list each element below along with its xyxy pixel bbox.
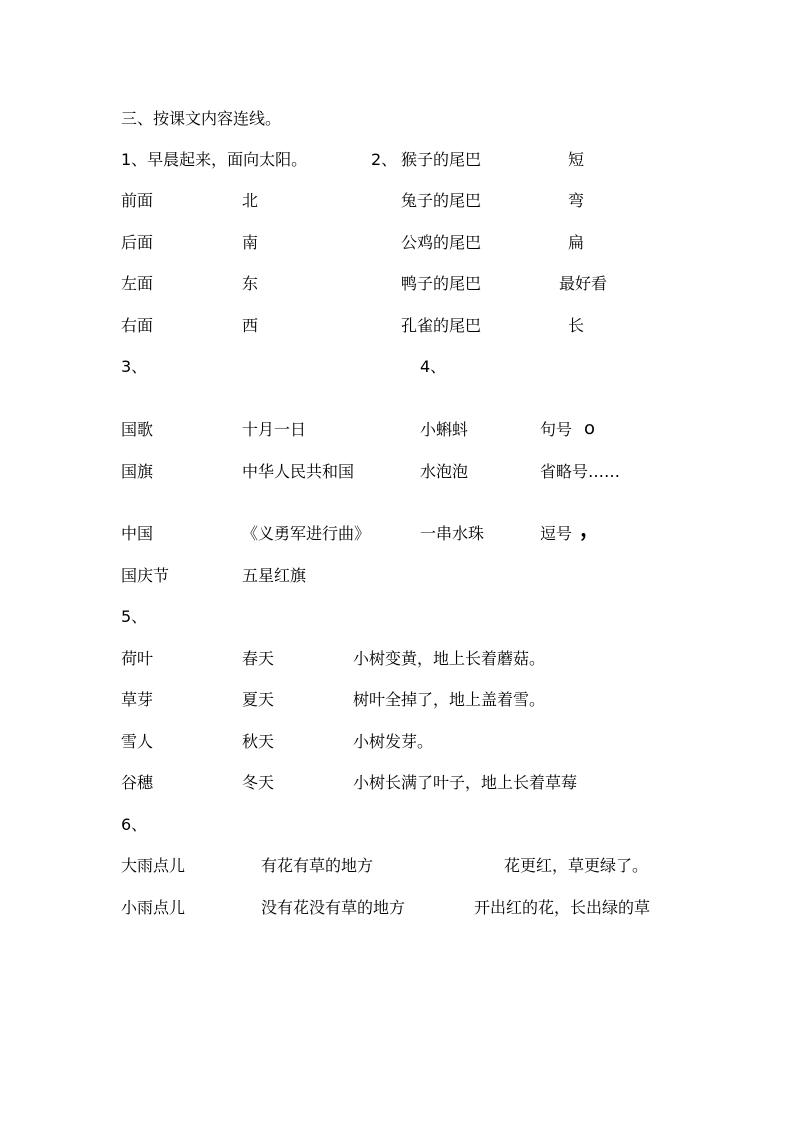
q6-label: 6、 (121, 815, 148, 834)
q2-animal: 猴子的尾巴 (401, 150, 482, 169)
q3-left-item: 中国 (121, 524, 154, 543)
q4-left-item: 小蝌蚪 (420, 420, 469, 439)
q1-left-item: 右面 (121, 316, 154, 335)
section-title: 三、按课文内容连线。 (121, 109, 282, 128)
q5-col2-item: 夏天 (242, 690, 275, 709)
q4-left-item: 一串水珠 (420, 524, 485, 543)
comma-mark: ， (580, 517, 603, 542)
q6-col1-item: 小雨点儿 (121, 898, 186, 917)
q4-right-item: 逗号 (540, 524, 573, 543)
q2-feature: 扁 (568, 233, 585, 252)
q4-left-item: 水泡泡 (420, 462, 469, 481)
q1-right-item: 东 (242, 274, 259, 293)
q6-col2-item: 没有花没有草的地方 (261, 898, 406, 917)
q6-col3-item: 花更红，草更绿了。 (504, 856, 649, 875)
q5-col3-item: 树叶全掉了，地上盖着雪。 (353, 690, 546, 709)
q3-left-item: 国旗 (121, 462, 154, 481)
q5-col1-item: 荷叶 (121, 649, 154, 668)
q4-label: 4、 (420, 357, 447, 376)
q2-animal: 兔子的尾巴 (401, 191, 482, 210)
q1-label: 1、早晨起来，面向太阳。 (121, 150, 308, 169)
q1-right-item: 南 (242, 233, 259, 252)
q6-col2-item: 有花有草的地方 (261, 856, 374, 875)
q2-feature: 弯 (568, 191, 585, 210)
q5-col2-item: 秋天 (242, 732, 275, 751)
q3-label: 3、 (121, 357, 148, 376)
period-mark: o (584, 418, 596, 439)
q6-col3-item: 开出红的花，长出绿的草 (474, 898, 651, 917)
q1-left-item: 后面 (121, 233, 154, 252)
q5-col2-item: 冬天 (242, 773, 275, 792)
q2-feature: 最好看 (559, 274, 608, 293)
q3-left-item: 国庆节 (121, 566, 170, 585)
q2-feature: 长 (568, 316, 585, 335)
q1-right-item: 西 (242, 316, 259, 335)
q2-animal: 孔雀的尾巴 (401, 316, 482, 335)
q5-col3-item: 小树长满了叶子，地上长着草莓 (353, 773, 578, 792)
q5-col1-item: 谷穗 (121, 773, 154, 792)
q5-label: 5、 (121, 607, 148, 626)
q3-right-item: 中华人民共和国 (242, 462, 355, 481)
q1-left-item: 左面 (121, 274, 154, 293)
q1-right-item: 北 (242, 191, 259, 210)
q6-col1-item: 大雨点儿 (121, 856, 186, 875)
q3-right-item: 五星红旗 (242, 566, 307, 585)
q2-feature: 短 (568, 150, 585, 169)
q5-col1-item: 雪人 (121, 732, 154, 751)
q2-animal: 公鸡的尾巴 (401, 233, 482, 252)
q5-col1-item: 草芽 (121, 690, 154, 709)
q5-col2-item: 春天 (242, 649, 275, 668)
q5-col3-item: 小树变黄，地上长着蘑菇。 (353, 649, 546, 668)
q5-col3-item: 小树发芽。 (353, 732, 434, 751)
q4-right-item: 省略号…… (540, 462, 621, 481)
q1-left-item: 前面 (121, 191, 154, 210)
q2-animal: 鸭子的尾巴 (401, 274, 482, 293)
q4-right-item: 句号 (540, 420, 573, 439)
q3-right-item: 十月一日 (242, 420, 307, 439)
q3-left-item: 国歌 (121, 420, 154, 439)
q2-prefix: 2、 (371, 150, 398, 169)
q3-right-item: 《义勇军进行曲》 (242, 524, 371, 543)
